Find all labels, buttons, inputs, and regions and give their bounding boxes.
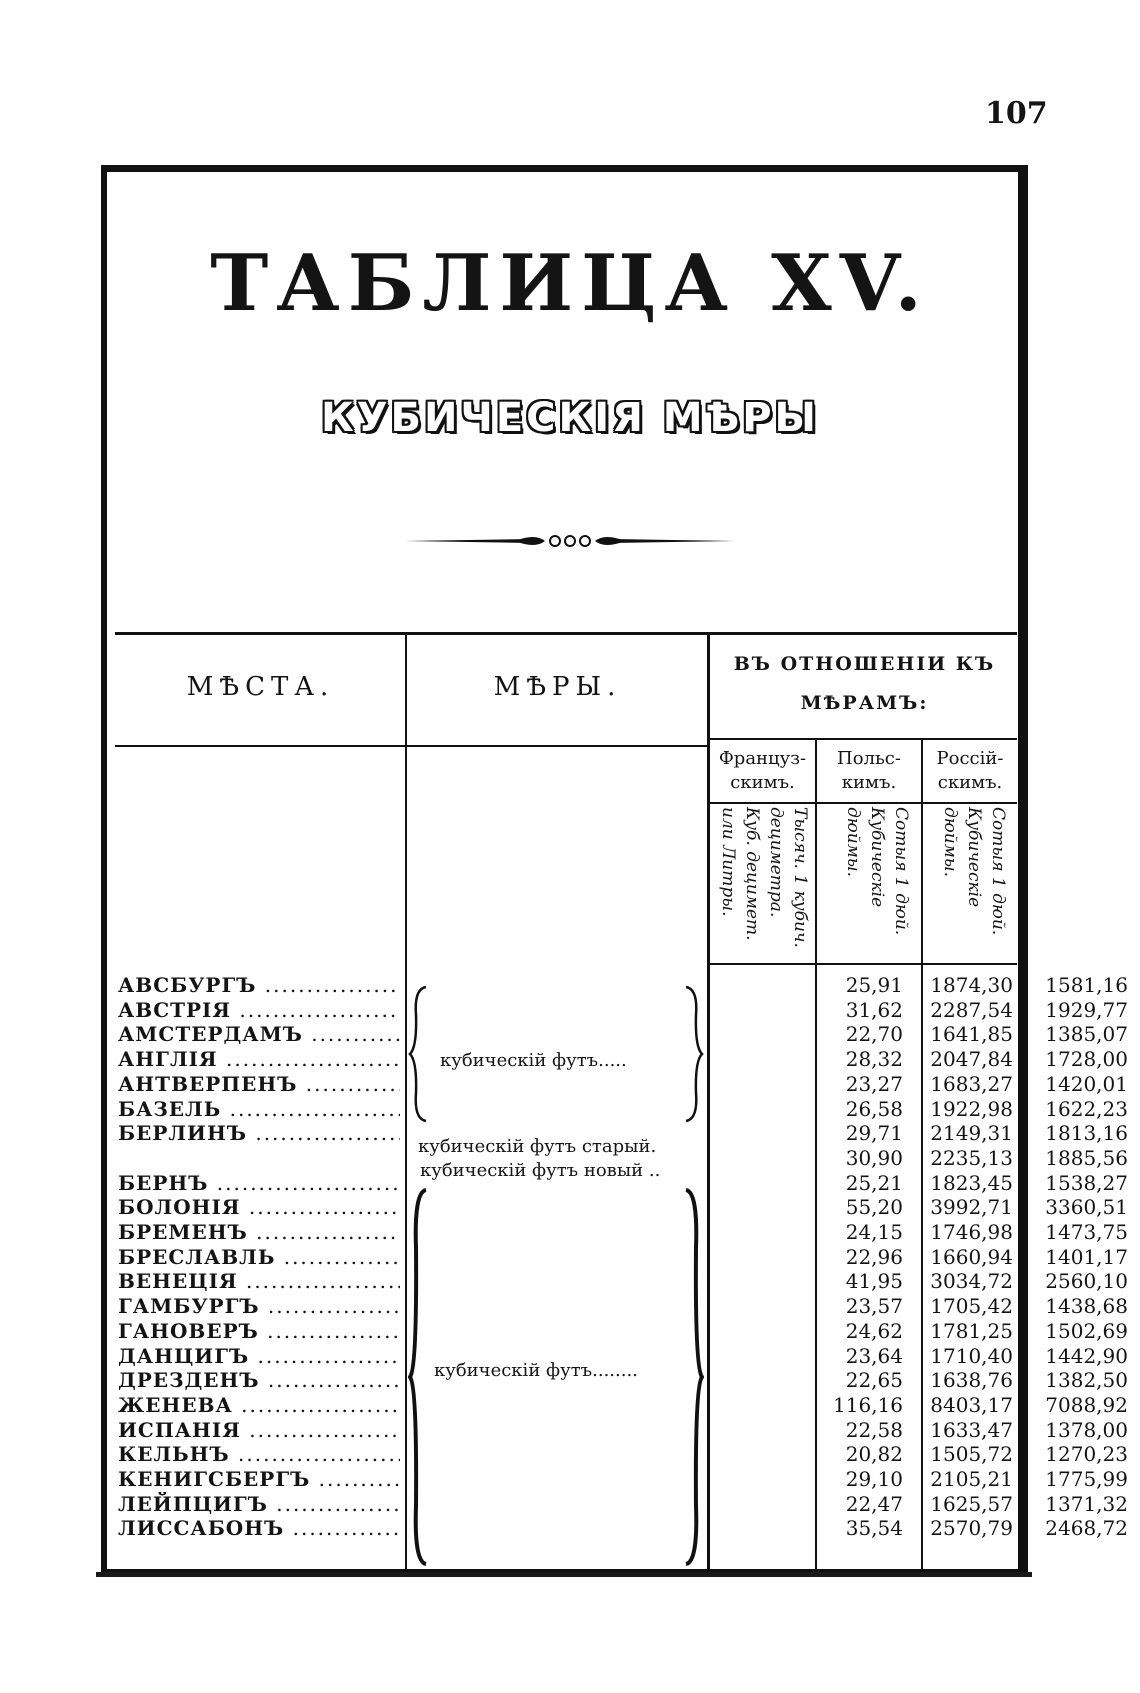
- brace-left-group-2: [408, 1188, 430, 1566]
- place-name: ИСПАНІЯ .....: [118, 1418, 400, 1442]
- value-french: 116,16: [833, 1392, 903, 1417]
- brace-right-group-1: [682, 985, 704, 1123]
- value-french: 41,95: [845, 1269, 903, 1294]
- value-polish: 1874,30: [930, 973, 1013, 997]
- value-russian: 1473,75: [1045, 1220, 1128, 1244]
- measure-berlin-old: кубическій футъ старый.: [418, 1136, 657, 1157]
- header-bottom-rule: [115, 745, 709, 747]
- measure-group-1: кубическій футъ.....: [440, 1050, 627, 1071]
- value-french: 22,47: [845, 1491, 903, 1516]
- value-french: 23,64: [845, 1343, 903, 1368]
- value-russian: 3360,51: [1045, 1195, 1128, 1220]
- value-french: 20,82: [845, 1442, 903, 1467]
- place-name: БРЕМЕНЪ .....: [118, 1220, 400, 1244]
- brace-right-group-2: [682, 1188, 704, 1566]
- header-polish: Польс- кимъ.: [837, 748, 901, 793]
- subheader-rule: [709, 802, 1017, 804]
- value-russian: 1371,32: [1045, 1491, 1128, 1516]
- value-french: 25,21: [845, 1170, 903, 1195]
- page-subtitle: КУБИЧЕСКІЯ МѢРЫ: [321, 395, 819, 441]
- place-name: ЖЕНЕВА .....: [118, 1393, 400, 1417]
- value-russian: 1581,16: [1045, 973, 1128, 997]
- value-polish: 1638,76: [930, 1368, 1013, 1393]
- table-top-rule: [115, 632, 1017, 635]
- measure-group-2: кубическій футъ........: [434, 1360, 638, 1381]
- value-polish: 2105,21: [930, 1467, 1013, 1491]
- value-polish: 2287,54: [930, 997, 1013, 1022]
- value-russian: 1401,17: [1045, 1244, 1128, 1269]
- value-russian: 1728,00: [1045, 1047, 1128, 1072]
- value-french: 26,58: [845, 1096, 903, 1121]
- value-polish: 1710,40: [930, 1343, 1013, 1368]
- value-polish: 2149,31: [930, 1121, 1013, 1146]
- value-polish: 1823,45: [930, 1170, 1013, 1195]
- value-russian: 2560,10: [1045, 1269, 1128, 1294]
- value-russian: 1378,00: [1045, 1417, 1128, 1442]
- value-polish: 2047,84: [930, 1047, 1013, 1072]
- value-russian: 1622,23: [1045, 1096, 1128, 1121]
- value-french: 23,27: [845, 1071, 903, 1096]
- place-name: КЕЛЬНЪ .....: [118, 1442, 400, 1466]
- place-name: АВСБУРГЪ .....: [118, 973, 400, 997]
- col-divider-1: [405, 635, 407, 1570]
- place-name: АВСТРІЯ .....: [118, 998, 400, 1022]
- header-places: МѢСТА.: [186, 672, 335, 702]
- header-measures: МѢРЫ.: [493, 672, 622, 702]
- place-name: ГАНОВЕРЪ .....: [118, 1319, 400, 1343]
- page-title: ТАБЛИЦА XV.: [210, 238, 930, 329]
- value-polish: 3034,72: [930, 1269, 1013, 1294]
- value-polish: 1781,25: [930, 1318, 1013, 1343]
- value-french: 22,65: [845, 1368, 903, 1393]
- value-polish: 1922,98: [930, 1096, 1013, 1121]
- place-name: БОЛОНІЯ .....: [118, 1195, 400, 1219]
- value-french: 29,10: [845, 1467, 903, 1491]
- value-russian: 1270,23: [1045, 1442, 1128, 1467]
- value-french: 29,71: [845, 1121, 903, 1146]
- value-polish: 1633,47: [930, 1417, 1013, 1442]
- value-french: 31,62: [845, 997, 903, 1022]
- value-russian: 1885,56: [1045, 1145, 1128, 1170]
- value-russian: 1929,77: [1045, 997, 1128, 1022]
- value-polish: 3992,71: [930, 1195, 1013, 1220]
- value-french: 23,57: [845, 1294, 903, 1319]
- place-name: БЕРНЪ .....: [118, 1171, 400, 1195]
- place-name: АНТВЕРПЕНЪ .....: [118, 1072, 400, 1096]
- value-russian: 1442,90: [1045, 1343, 1128, 1368]
- value-polish: 1625,57: [930, 1491, 1013, 1516]
- place-name: АМСТЕРДАМЪ .....: [118, 1022, 400, 1046]
- place-name: ЛИССАБОНЪ .....: [118, 1516, 400, 1540]
- value-polish: 1705,42: [930, 1294, 1013, 1319]
- place-name: БАЗЕЛЬ .....: [118, 1097, 400, 1121]
- value-polish: 1505,72: [930, 1442, 1013, 1467]
- brace-left-group-1: [408, 985, 430, 1123]
- value-french: 22,70: [845, 1022, 903, 1047]
- value-polish: 1641,85: [930, 1022, 1013, 1047]
- value-french: 22,96: [845, 1244, 903, 1269]
- place-name: БЕРЛИНЪ .....: [118, 1121, 400, 1145]
- value-polish: 2570,79: [930, 1516, 1013, 1541]
- value-russian: 7088,92: [1045, 1392, 1128, 1417]
- value-french: 35,54: [845, 1516, 903, 1541]
- place-name: ДРЕЗДЕНЪ .....: [118, 1368, 400, 1392]
- value-russian: 2468,72: [1045, 1516, 1128, 1541]
- value-polish: 1683,27: [930, 1071, 1013, 1096]
- place-name: ЛЕЙПЦИГЪ .....: [118, 1492, 400, 1516]
- place-name: БРЕСЛАВЛЬ .....: [118, 1245, 400, 1269]
- page-number: 107: [985, 96, 1048, 131]
- value-french: 22,58: [845, 1417, 903, 1442]
- value-russian: 1538,27: [1045, 1170, 1128, 1195]
- value-polish: 2235,13: [930, 1145, 1013, 1170]
- header-french: Француз- скимъ.: [718, 748, 807, 793]
- value-russian: 1382,50: [1045, 1368, 1128, 1393]
- place-name: КЕНИГСБЕРГЪ .....: [118, 1467, 400, 1491]
- value-russian: 1420,01: [1045, 1071, 1128, 1096]
- value-polish: 1660,94: [930, 1244, 1013, 1269]
- header-russian: Россій- скимъ.: [936, 748, 1004, 793]
- value-french: 55,20: [845, 1195, 903, 1220]
- place-name: АНГЛІЯ .....: [118, 1047, 400, 1071]
- header-relation-line1: ВЪ ОТНОШЕНІИ КЪ: [733, 653, 996, 675]
- ornament-divider: [405, 530, 735, 552]
- value-french: 25,91: [845, 973, 903, 997]
- place-name: ДАНЦИГЪ .....: [118, 1344, 400, 1368]
- value-russian: 1502,69: [1045, 1318, 1128, 1343]
- value-polish: 8403,17: [930, 1392, 1013, 1417]
- value-russian: 1775,99: [1045, 1467, 1128, 1491]
- measure-berlin-new: кубическій футъ новый ..: [420, 1160, 661, 1181]
- value-polish: 1746,98: [930, 1220, 1013, 1244]
- value-russian: 1813,16: [1045, 1121, 1128, 1146]
- value-french: 28,32: [845, 1047, 903, 1072]
- frame-bottom-rule: [96, 1572, 1032, 1577]
- unit-french: Тысяч. 1 кубич. дециметра. Куб. децимет. или Литры.: [718, 807, 810, 948]
- value-french: 30,90: [845, 1145, 903, 1170]
- value-french: 24,15: [845, 1220, 903, 1244]
- unit-russian: Сотыя 1 дюй. Кубическіе дюймы.: [940, 807, 1008, 936]
- unit-header-rule: [709, 963, 1017, 965]
- header-relation-line2: МѢРАМЪ:: [800, 692, 929, 714]
- unit-polish: Сотыя 1 дюй. Кубическіе дюймы.: [843, 807, 911, 936]
- value-russian: 1438,68: [1045, 1294, 1128, 1319]
- place-name: ВЕНЕЦІЯ .....: [118, 1269, 400, 1293]
- value-french: 24,62: [845, 1318, 903, 1343]
- place-name: ГАМБУРГЪ .....: [118, 1294, 400, 1318]
- relation-rule: [709, 738, 1017, 740]
- value-russian: 1385,07: [1045, 1022, 1128, 1047]
